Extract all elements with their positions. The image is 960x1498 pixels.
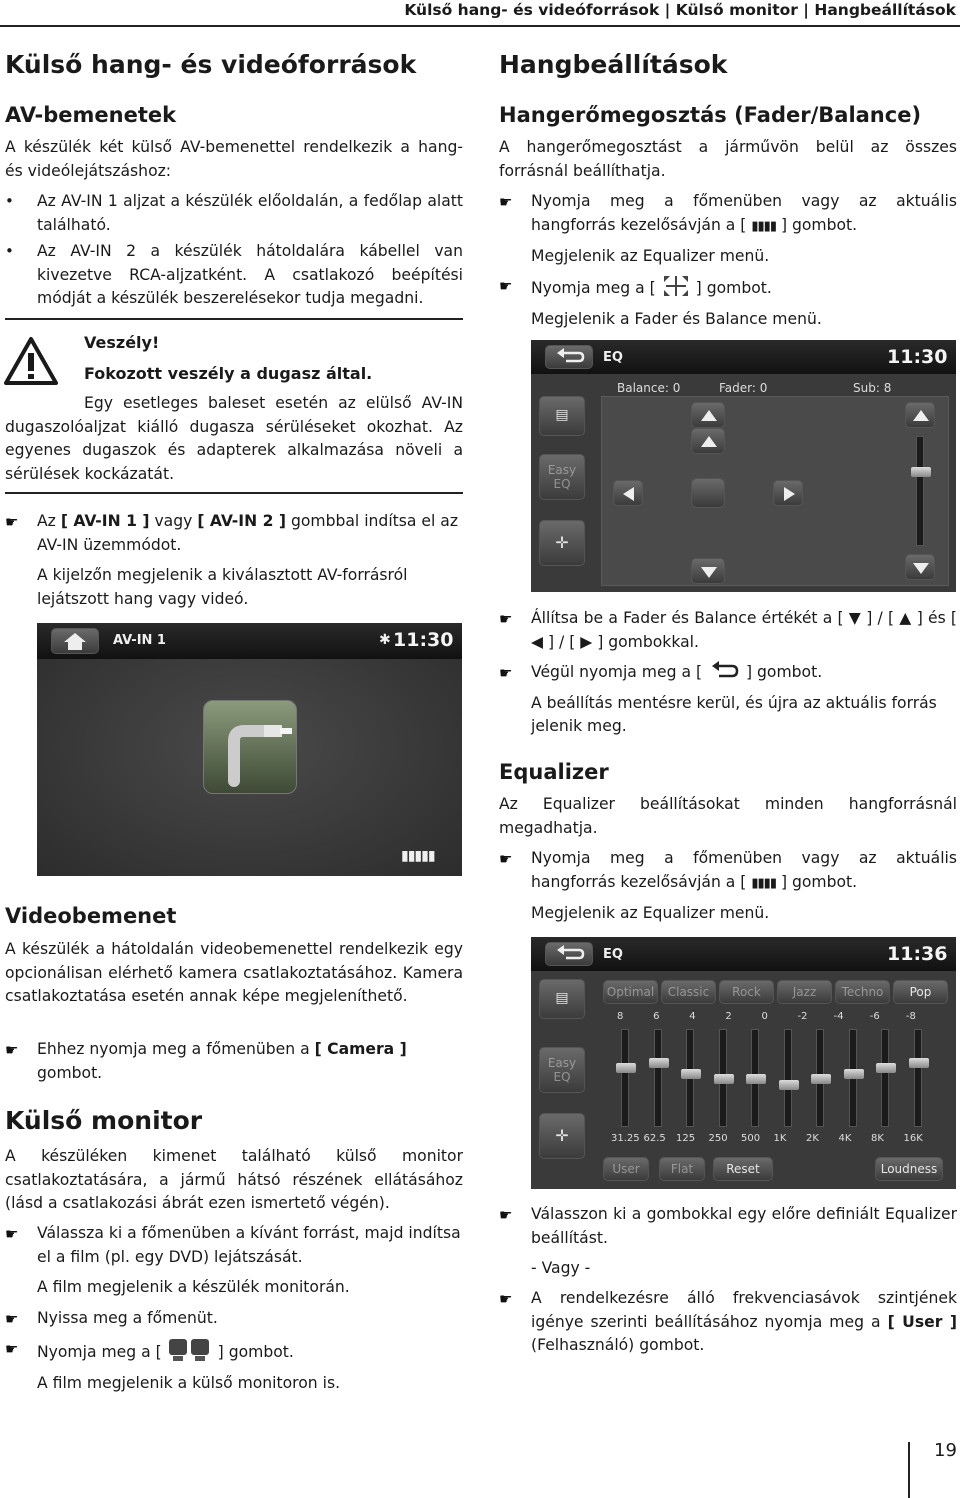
sliders-icon: ▤ [555,990,569,1006]
fader-intro: A hangerőmegosztást a járművön belül az összes forrásnál beállíthatja. [499,138,957,180]
audio-plug-icon [204,701,296,793]
fader-balance-button[interactable] [539,1113,585,1159]
step-result: Megjelenik az Equalizer menü. [531,247,770,265]
fader-balance-screen [531,340,956,592]
equalizer-icon: ▮▮▮▮ [751,875,776,891]
equalizer-intro: Az Equalizer beállításokat minden hangforrásnál megadhatja. [499,795,957,837]
pointing-hand-icon: ☛ [5,1340,19,1358]
warning-text: Egy esetleges baleset esetén az elülső AV-IN dugaszolóaljzat kiálló dugasza sérüléseket okozhat. Az egyenes dugaszok és adapterek alkalmazása növeli a sérülések kockázatát. [5,394,463,483]
step-result: Megjelenik a Fader és Balance menü. [531,309,822,328]
fader-readout: Fader: 0 [719,381,768,395]
pointing-hand-icon: ☛ [5,1225,19,1243]
frequency-label: 125 [676,1133,696,1144]
eq-sliders-button[interactable] [539,396,585,436]
page-header [0,0,960,28]
frequency-label: 62.5 [643,1133,666,1144]
pointing-hand-icon: ☛ [499,664,513,682]
level-tick-label: 2 [725,1011,732,1022]
step-av-mode: ☛ Az [ AV-IN 1 ] vagy [ AV-IN 2 ] gombbal indítsa el az AV-IN üzemmódot. A kijelzőn megjelenik a kiválasztott AV-forrásról lejátszott hang vagy videó. [5,510,463,611]
eq-band-knob[interactable] [909,1058,929,1068]
step-open-eq: ☛ Nyomja meg a főmenüben vagy az aktuális hangforrás kezelősávján a [ ▮▮▮▮ ] gombot. Megjelenik az Equalizer menü. [499,190,957,269]
fader-up-button-2[interactable] [691,428,725,454]
preset-label: Pop [909,985,932,999]
video-input-text: A készülék a hátoldalán videobemenettel rendelkezik egy opcionálisan elérhető kamera csatlakoztatásához. Kamera csatlakoztatása esetén annak képe megjeleníthető. [5,940,463,1005]
list-item [5,240,463,311]
external-monitor-text: A készüléken kimenet található külső monitor csatlakoztatására, a jármű hátsó részének ellátásához (lásd a csatlakozási ábrát ezen ismertető végén). [5,1147,463,1212]
step-result: A kijelzőn megjelenik a kiválasztott AV-forrásról lejátszott hang vagy videó. [37,566,408,608]
dual-monitor-icon [167,1337,213,1363]
preset-button-optimal[interactable] [603,980,658,1004]
level-tick-label: 6 [653,1011,660,1022]
eq-band-slider[interactable] [881,1029,889,1127]
back-arrow-icon [546,346,592,368]
sub-down-button[interactable] [905,554,935,580]
fader-screen-time: 11:30 [887,346,948,368]
fader-balance-button[interactable] [539,520,585,566]
fader-down-button[interactable] [691,558,725,584]
eq-band-knob[interactable] [714,1074,734,1084]
footer-rule [908,1442,910,1498]
equalizer-icon[interactable]: ▮▮▮▮▮ [401,848,435,864]
balance-right-button[interactable] [773,480,803,506]
frequency-label: 2K [806,1133,819,1144]
sub-slider[interactable] [916,436,924,546]
step-save-fader: ☛ Végül nyomja meg a [ ] gombot. A beállítás mentésre kerül, és újra az aktuális forrás jelenik meg. [499,661,957,739]
eq-band-knob[interactable] [779,1080,799,1090]
back-arrow-icon [707,661,741,681]
eq-band-slider[interactable] [816,1029,824,1127]
easy-eq-button[interactable]: Easy EQ [539,1047,585,1093]
step-camera: ☛ Ehhez nyomja meg a főmenüben a [ Camera ] gombot. [5,1040,407,1082]
preset-label: Rock [732,985,761,999]
fader-screen-title: EQ [603,350,623,365]
pointing-hand-icon: ☛ [5,1041,19,1059]
heading-av-inputs: AV-bemenetek [5,103,177,127]
reset-button[interactable] [713,1157,773,1181]
frequency-label: 4K [838,1133,852,1144]
heading-video-input: Videobemenet [5,904,177,928]
user-button[interactable] [603,1157,649,1181]
equalizer-icon: ▮▮▮▮ [751,218,776,234]
pointing-hand-icon: ☛ [499,1290,513,1308]
warning-triangle-icon [4,336,58,386]
preset-label: Jazz [792,985,817,999]
pointing-hand-icon: ☛ [499,610,513,628]
av-input-plug-tile[interactable] [203,700,297,794]
home-button[interactable] [51,628,99,654]
step-open-equalizer: ☛ Nyomja meg a főmenüben vagy az aktuális hangforrás kezelősávján a [ ▮▮▮▮ ] gombot. Megjelenik az Equalizer menü. [499,847,957,926]
step-result: Megjelenik az Equalizer menü. [531,904,770,922]
frequency-label: 8K [871,1133,884,1144]
list-item [5,190,463,237]
frequency-label: 1K [773,1133,787,1144]
step-result: A beállítás mentésre kerül, és újra az aktuális forrás jelenik meg. [531,693,937,735]
bluetooth-icon: ✱ [379,632,391,648]
step-result: A film megjelenik a külső monitoron is. [37,1373,341,1392]
heading-equalizer: Equalizer [499,760,609,784]
eq-band-knob[interactable] [649,1058,669,1068]
equalizer-screen [531,937,956,1189]
frequency-label: 500 [741,1133,761,1144]
level-tick-label: 8 [617,1011,624,1022]
eq-band-knob[interactable] [681,1069,701,1079]
warning-bottom-rule [5,492,463,494]
crosshair-icon: ✛ [555,533,569,552]
warning-subtitle: Fokozott veszély a dugasz által. [84,364,373,383]
step-select-source: ☛ Válassza ki a főmenüben a kívánt forrást, majd indítsa el a film (pl. egy DVD) lejátszását. A film megjelenik a készülék monitorán. [5,1222,463,1300]
bullet-text: Az AV-IN 2 a készülék hátoldalára kábellel van kivezetve RCA-aljzatként. A csatlakozó beépítési módját a készülék beszerelésekor tudja megadni. [37,242,463,307]
pointing-hand-icon: ☛ [499,1206,513,1224]
page-number: 19 [934,1440,957,1461]
sub-readout: Sub: 8 [853,381,892,395]
step-user-eq: ☛ A rendelkezésre álló frekvenciasávok szintjének igénye szerinti beállításához nyomja meg a [ User ] (Felhasználó) gombot. [499,1289,957,1354]
av-in-screen [37,623,462,876]
pointing-hand-icon: ☛ [499,850,513,868]
back-button[interactable] [545,942,593,966]
warning-top-rule [5,318,463,320]
fader-balance-icon [661,274,691,298]
flat-button[interactable] [659,1157,705,1181]
back-arrow-icon [546,943,592,965]
eq-band-knob[interactable] [844,1069,864,1079]
sub-up-button[interactable] [905,402,935,428]
pointing-hand-icon: ☛ [5,513,19,531]
eq-band-slider[interactable] [751,1029,759,1127]
eq-screen-time: 11:36 [887,943,948,965]
level-tick-label: 4 [689,1011,696,1022]
back-button[interactable] [545,345,593,369]
pointing-hand-icon: ☛ [499,193,513,211]
button-label: Flat [670,1162,694,1176]
step-open-fader: ☛ Nyomja meg a [ ] gombot. Megjelenik a Fader és Balance menü. [499,274,957,331]
loudness-button[interactable] [875,1157,943,1181]
pointing-hand-icon: ☛ [5,1310,19,1328]
heading-fader-balance: Hangerőmegosztás (Fader/Balance) [499,103,922,127]
av-screen-title: AV-IN 1 [113,633,166,648]
button-label: Loudness [880,1162,938,1176]
frequency-label: 16K [903,1133,923,1144]
av-screen-time: 11:30 [393,629,454,651]
preset-button-techno[interactable] [835,980,890,1004]
eq-band-slider[interactable] [849,1029,857,1127]
section-title-sound-settings: Hangbeállítások [499,50,728,79]
step-choose-preset: ☛ Válasszon ki a gombokkal egy előre definiált Equalizer beállítást. - Vagy - [499,1203,957,1281]
av-inputs-intro: A készülék két külső AV-bemenettel rendelkezik a hang- és videólejátszáshoz: [5,138,463,180]
frequency-label: 250 [708,1133,728,1144]
level-tick-label: 0 [761,1011,768,1022]
fader-up-button[interactable] [691,402,725,428]
heading-external-monitor: Külső monitor [5,1106,203,1135]
step-adjust-fader: ☛ Állítsa be a Fader és Balance értékét a [ ▼ ] / [ ▲ ] és [ ◀ ] / [ ▶ ] gombokkal. [499,609,957,651]
warning-title: Veszély! [84,333,160,352]
level-tick-label: -6 [869,1011,880,1022]
home-icon [52,629,98,653]
eq-band-knob[interactable] [746,1074,766,1084]
header-rule [0,25,960,27]
crosshair-icon: ✛ [555,1126,569,1145]
eq-band-knob[interactable] [876,1063,896,1073]
level-tick-label: -4 [833,1011,844,1022]
eq-band-slider[interactable] [719,1029,727,1127]
eq-screen-title: EQ [603,947,623,962]
eq-sliders-button[interactable] [539,979,585,1019]
preset-button-rock[interactable] [719,980,774,1004]
balance-readout: Balance: 0 [617,381,681,395]
easy-eq-button[interactable]: Easy EQ [539,454,585,500]
preset-button-classic[interactable] [661,980,716,1004]
eq-band-knob[interactable] [616,1063,636,1073]
preset-label: Classic [667,985,710,999]
eq-band-slider[interactable] [621,1029,629,1127]
frequency-label: 31.25 [611,1133,640,1144]
eq-band-knob[interactable] [811,1074,831,1084]
fader-balance-center-knob[interactable] [691,478,725,508]
eq-band-slider[interactable] [686,1029,694,1127]
bullet-text: Az AV-IN 1 aljzat a készülék előoldalán, a fedőlap alatt található. [37,192,463,234]
sliders-icon: ▤ [555,407,569,423]
header-breadcrumb: Külső hang- és videóforrások | Külső monitor | Hangbeállítások [404,1,956,19]
level-tick-label: -8 [905,1011,916,1022]
bullet-icon: • [5,192,14,210]
balance-left-button[interactable] [613,480,643,506]
step-result: A film megjelenik a készülék monitorán. [37,1278,350,1296]
preset-label: Techno [841,985,884,999]
preset-label: Optimal [606,985,655,999]
pointing-hand-icon: ☛ [499,277,513,295]
eq-band-slider[interactable] [784,1029,792,1127]
bullet-icon: • [5,242,14,260]
or-separator: - Vagy - [531,1259,591,1277]
section-title-external-sources: Külső hang- és videóforrások [5,50,417,79]
eq-band-slider[interactable] [914,1029,922,1127]
button-label: User [612,1162,640,1176]
preset-button-pop[interactable] [893,980,948,1004]
step-press-monitor-button: ☛ Nyomja meg a [ ] gombot. A film megjelenik a külső monitoron is. [5,1337,463,1395]
eq-band-slider[interactable] [654,1029,662,1127]
level-tick-label: -2 [797,1011,808,1022]
step-open-main-menu: ☛ Nyissa meg a főmenüt. [5,1309,218,1328]
preset-button-jazz[interactable] [777,980,832,1004]
button-label: Reset [726,1162,760,1176]
